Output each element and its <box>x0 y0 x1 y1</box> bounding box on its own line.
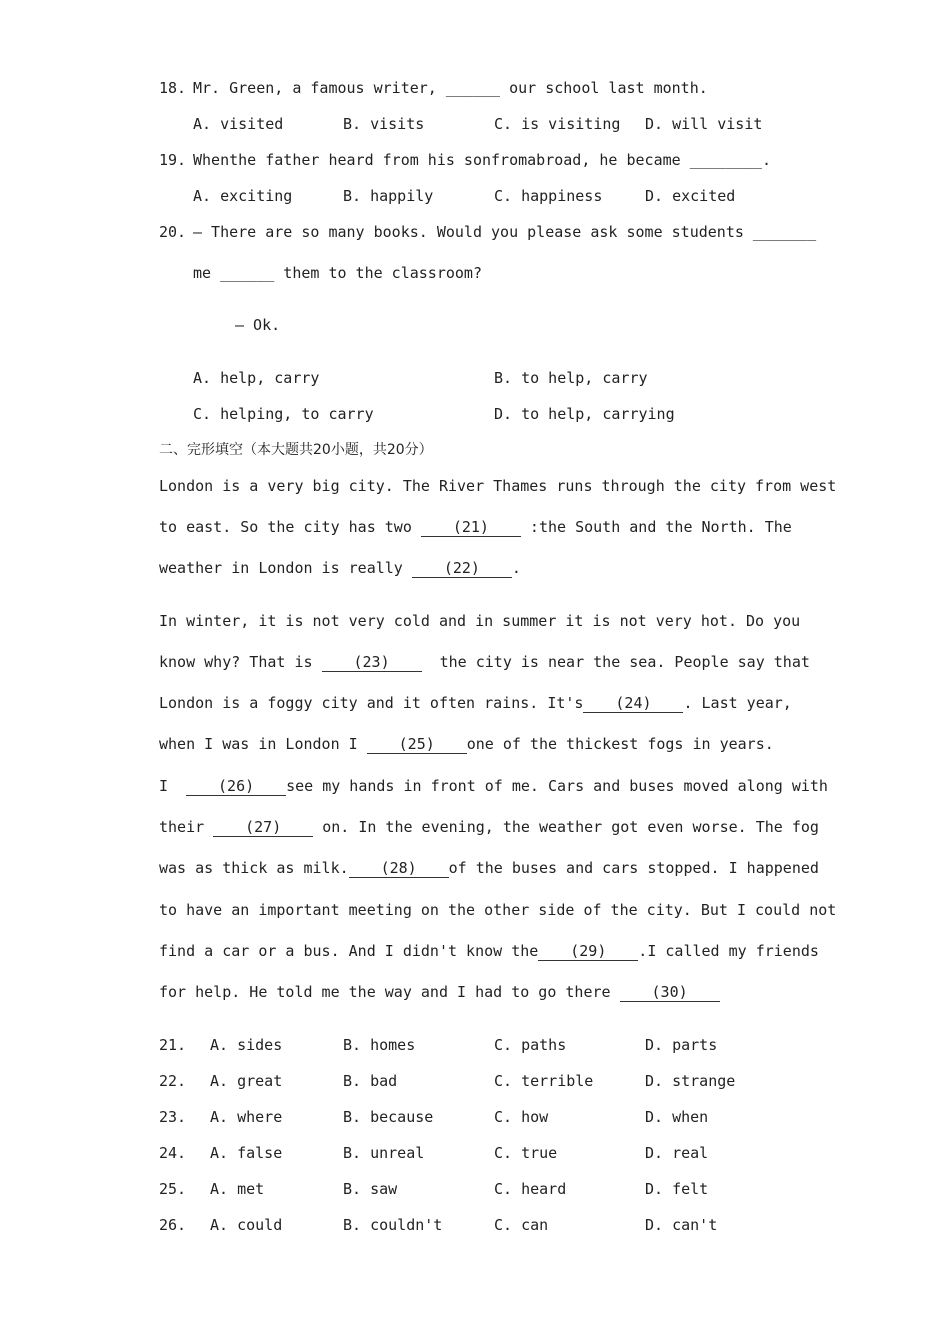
option-c: C. how <box>494 1108 549 1126</box>
blank-21: (21) <box>421 519 521 537</box>
option-a: A. great <box>210 1072 283 1090</box>
option-a: A. sides <box>210 1036 283 1054</box>
option-b: B. happily <box>343 187 434 205</box>
blank-26: (26) <box>186 778 286 796</box>
blank-27: (27) <box>213 819 313 837</box>
blank-28: (28) <box>349 860 449 878</box>
option-a: A. exciting <box>193 187 293 205</box>
passage-line: to east. So the city has two (21) :the South and the North. The <box>159 518 792 536</box>
option-b: B. because <box>343 1108 434 1126</box>
passage-line: I (26) see my hands in front of me. Cars and buses moved along with <box>159 777 828 795</box>
question-text: — There are so many books. Would you please ask some students _______ <box>193 223 817 241</box>
choice-number: 25. <box>159 1180 187 1198</box>
passage-line: London is a very big city. The River Thames runs through the city from west <box>159 477 837 495</box>
option-c: C. is visiting <box>494 115 621 133</box>
blank-23: (23) <box>322 654 422 672</box>
option-c: C. terrible <box>494 1072 594 1090</box>
blank-30: (30) <box>620 984 720 1002</box>
passage-line: was as thick as milk. (28) of the buses and cars stopped. I happened <box>159 859 819 877</box>
option-c: C. happiness <box>494 187 603 205</box>
option-b: B. bad <box>343 1072 398 1090</box>
option-d: D. real <box>645 1144 709 1162</box>
option-c: C. true <box>494 1144 558 1162</box>
option-d: D. parts <box>645 1036 718 1054</box>
passage-line: In winter, it is not very cold and in summer it is not very hot. Do you <box>159 612 801 630</box>
option-a: A. false <box>210 1144 283 1162</box>
question-number: 18. <box>159 79 187 97</box>
option-d: D. can't <box>645 1216 718 1234</box>
question-number: 20. <box>159 223 187 241</box>
passage-line: London is a foggy city and it often rains. It's (24) . Last year, <box>159 694 792 712</box>
passage-line: their (27) on. In the evening, the weather got even worse. The fog <box>159 818 819 836</box>
question-text: Whenthe father heard from his sonfromabroad, he became ________. <box>193 151 771 169</box>
choice-number: 21. <box>159 1036 187 1054</box>
option-b: B. visits <box>343 115 425 133</box>
choice-number: 26. <box>159 1216 187 1234</box>
section-heading: 二、完形填空（本大题共20小题，共20分） <box>159 442 433 458</box>
passage-line: find a car or a bus. And I didn't know the (29) .I called my friends <box>159 942 819 960</box>
blank-25: (25) <box>367 736 467 754</box>
passage-line: to have an important meeting on the other side of the city. But I could not <box>159 901 837 919</box>
option-d: D. to help, carrying <box>494 405 675 423</box>
option-b: B. saw <box>343 1180 398 1198</box>
choice-number: 22. <box>159 1072 187 1090</box>
option-c: C. helping, to carry <box>193 405 374 423</box>
option-d: D. excited <box>645 187 736 205</box>
choice-number: 24. <box>159 1144 187 1162</box>
option-c: C. heard <box>494 1180 567 1198</box>
option-a: A. help, carry <box>193 369 320 387</box>
option-c: C. can <box>494 1216 549 1234</box>
option-b: B. to help, carry <box>494 369 648 387</box>
passage-line: weather in London is really (22) . <box>159 559 521 577</box>
blank-22: (22) <box>412 560 512 578</box>
option-a: A. where <box>210 1108 283 1126</box>
option-d: D. strange <box>645 1072 736 1090</box>
passage-line: for help. He told me the way and I had to go there (30) <box>159 982 720 1002</box>
option-a: A. met <box>210 1180 265 1198</box>
blank-24: (24) <box>583 695 683 713</box>
passage-line: when I was in London I (25) one of the thickest fogs in years. <box>159 735 774 753</box>
option-a: A. could <box>210 1216 283 1234</box>
question-number: 19. <box>159 151 187 169</box>
blank-29: (29) <box>538 943 638 961</box>
option-d: D. felt <box>645 1180 709 1198</box>
dialogue-reply: — Ok. <box>235 316 281 334</box>
option-b: B. couldn't <box>343 1216 443 1234</box>
option-d: D. when <box>645 1108 709 1126</box>
passage-line: know why? That is (23) the city is near the sea. People say that <box>159 653 810 671</box>
option-d: D. will visit <box>645 115 763 133</box>
question-text: Mr. Green, a famous writer, ______ our school last month. <box>193 79 708 97</box>
question-text-continued: me ______ them to the classroom? <box>193 264 482 282</box>
choice-number: 23. <box>159 1108 187 1126</box>
option-a: A. visited <box>193 115 284 133</box>
option-c: C. paths <box>494 1036 567 1054</box>
option-b: B. unreal <box>343 1144 425 1162</box>
option-b: B. homes <box>343 1036 416 1054</box>
